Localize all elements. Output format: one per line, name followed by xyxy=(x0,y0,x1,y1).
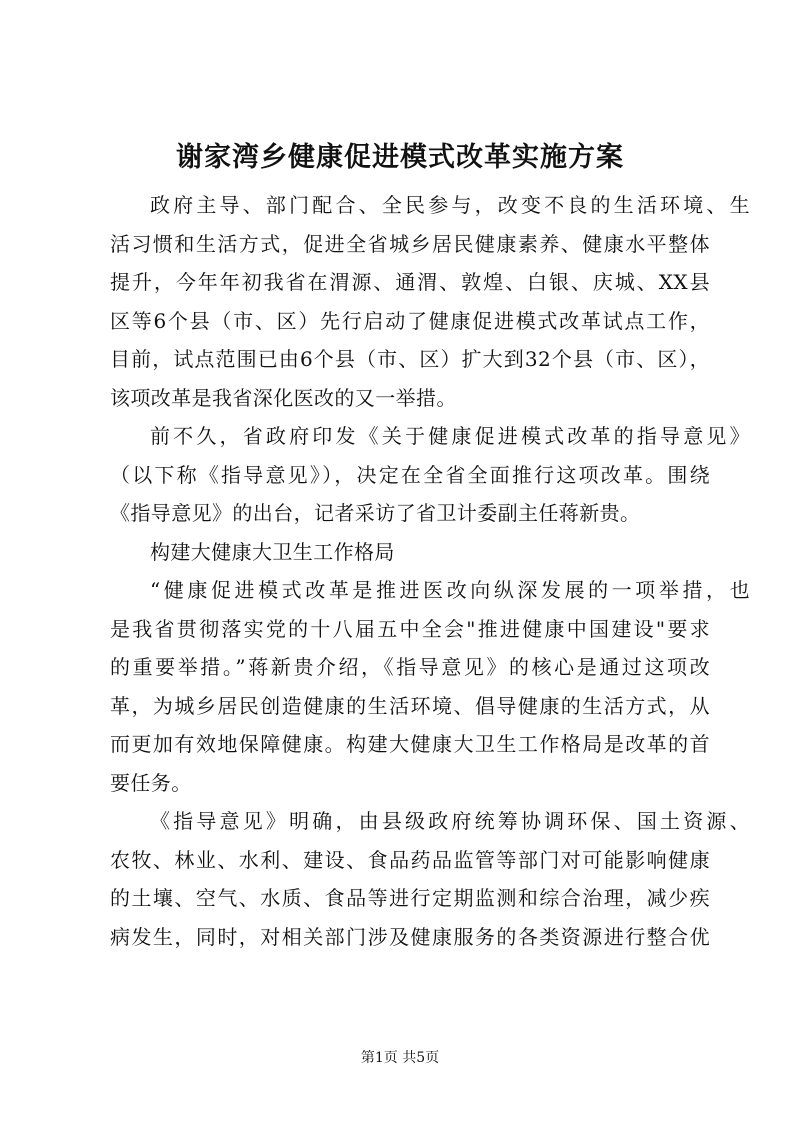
page-footer: 第1页 共5页 xyxy=(360,1050,440,1066)
text-line: 目前，试点范围已由6个县（市、区）扩大到32个县（市、区）， xyxy=(110,347,710,371)
text-line: 提升，今年年初我省在渭源、通渭、敦煌、白银、庆城、XX县 xyxy=(110,270,710,294)
text-line: 病发生，同时，对相关部门涉及健康服务的各类资源进行整合优 xyxy=(110,924,710,949)
text-line: 是我省贯彻落实党的十八届五中全会"推进健康中国建设"要求 xyxy=(110,616,710,641)
text-line: （以下称《指导意见》），决定在全省全面推行这项改革。围绕 xyxy=(110,462,710,487)
text-line: 《指导意见》明确，由县级政府统筹协调环保、国土资源、 xyxy=(150,809,750,833)
document-title: 谢家湾乡健康促进模式改革实施方案 xyxy=(176,142,624,173)
document-body xyxy=(110,186,750,956)
text-line: 革，为城乡居民创造健康的生活环境、倡导健康的生活方式，从 xyxy=(110,693,710,718)
text-line: 而更加有效地保障健康。构建大健康大卫生工作格局是改革的首 xyxy=(110,732,710,756)
text-line: 的土壤、空气、水质、食品等进行定期监测和综合治理，减少疾 xyxy=(110,886,710,910)
text-line: 该项改革是我省深化医改的又一举措。 xyxy=(110,385,457,410)
text-line: 《指导意见》的出台，记者采访了省卫计委副主任蒋新贵。 xyxy=(110,501,641,525)
section-heading: 构建大健康大卫生工作格局 xyxy=(150,539,395,564)
text-line: 农牧、林业、水利、建设、食品药品监管等部门对可能影响健康 xyxy=(110,847,710,872)
text-line: 要任务。 xyxy=(110,770,192,795)
text-line: 区等6个县（市、区）先行启动了健康促进模式改革试点工作， xyxy=(110,308,710,333)
text-line: 前不久，省政府印发《关于健康促进模式改革的指导意见》 xyxy=(150,424,750,448)
text-line: 政府主导、部门配合、全民参与，改变不良的生活环境、生 xyxy=(150,193,750,217)
text-line: 活习惯和生活方式，促进全省城乡居民健康素养、健康水平整体 xyxy=(110,231,710,256)
text-line: “健康促进模式改革是推进医改向纵深发展的一项举措，也 xyxy=(150,578,750,602)
text-line: 的重要举措。”蒋新贵介绍，《指导意见》的核心是通过这项改 xyxy=(110,655,710,679)
